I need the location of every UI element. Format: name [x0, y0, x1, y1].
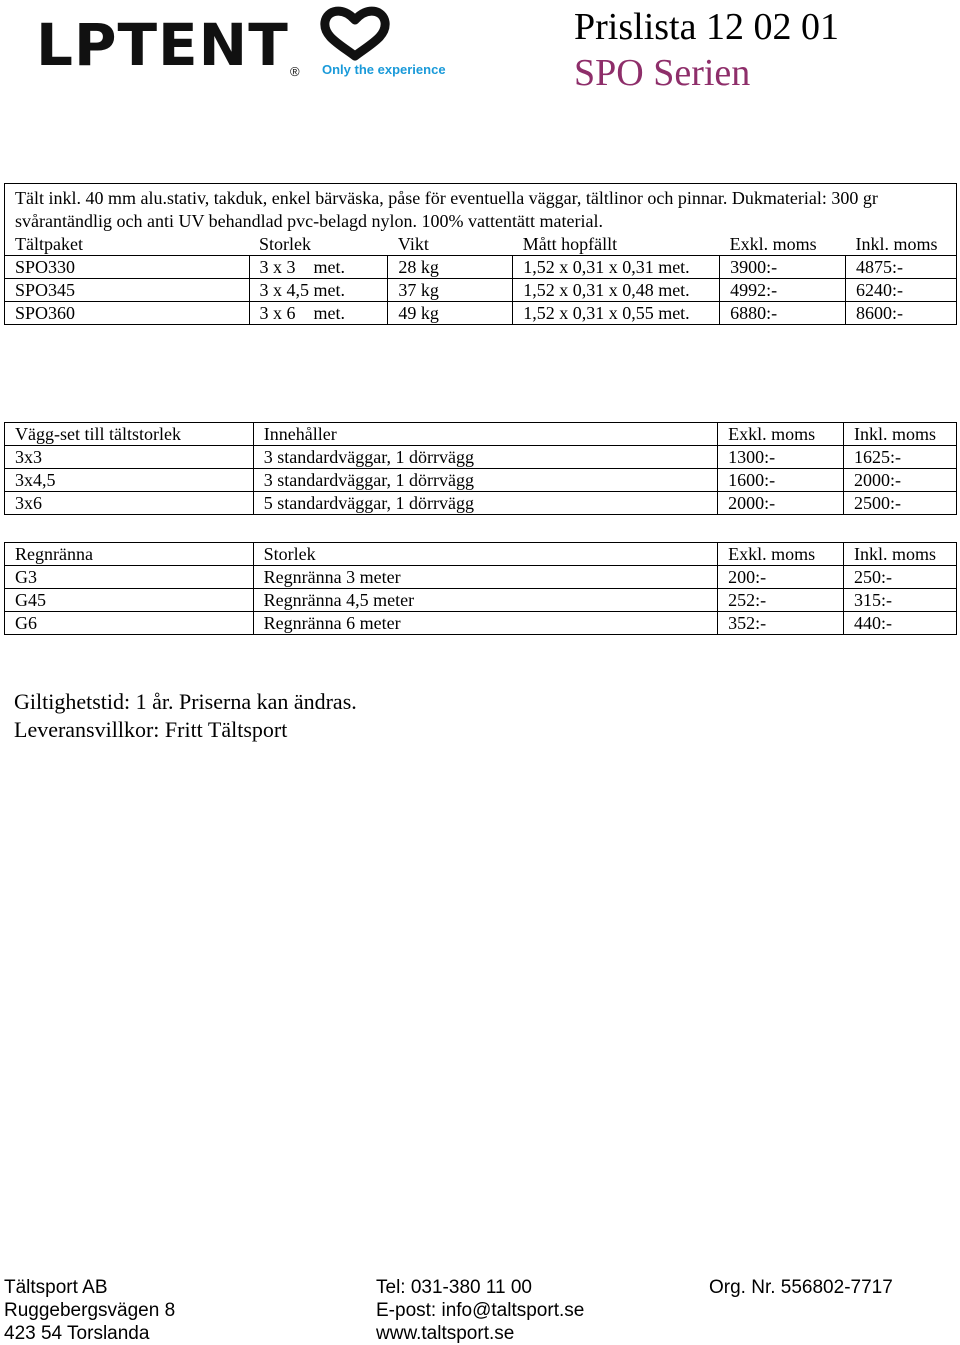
logo-wordmark-part2: TENT — [117, 11, 289, 79]
column-header: Inkl. moms — [846, 233, 957, 256]
company-name: Tältsport AB — [4, 1277, 108, 1298]
table-cell: G45 — [5, 589, 254, 612]
table-header-row — [5, 233, 957, 256]
table-cell: 4992:- — [720, 279, 846, 302]
table-cell: 2500:- — [844, 492, 957, 515]
table-cell: 2000:- — [844, 469, 957, 492]
column-header: Exkl. moms — [718, 543, 844, 566]
table-row — [5, 612, 957, 635]
table-cell: SPO345 — [5, 279, 250, 302]
table-cell: 4875:- — [846, 256, 957, 279]
table-cell: 1625:- — [844, 446, 957, 469]
table-cell: 49 kg — [388, 302, 513, 325]
table-cell: 250:- — [844, 566, 957, 589]
table-cell: 1600:- — [718, 469, 844, 492]
footer-contact — [376, 1276, 584, 1345]
table-row — [5, 279, 957, 302]
column-header: Regnränna — [5, 543, 254, 566]
table-cell: 200:- — [718, 566, 844, 589]
table-cell: 8600:- — [846, 302, 957, 325]
table-row — [5, 492, 957, 515]
table-row — [5, 566, 957, 589]
logo-tagline: Only the experience — [322, 62, 446, 77]
table-cell: 252:- — [718, 589, 844, 612]
terms-block — [14, 688, 357, 744]
column-header: Storlek — [253, 543, 717, 566]
registered-mark: ® — [290, 64, 300, 79]
table-row — [5, 589, 957, 612]
table-cell: 2000:- — [718, 492, 844, 515]
table-header-row — [5, 543, 957, 566]
logo-wordmark — [36, 11, 289, 79]
table-cell: 315:- — [844, 589, 957, 612]
city-address: 423 54 Torslanda — [4, 1323, 150, 1344]
column-header: Vikt — [397, 234, 429, 254]
footer-address — [4, 1276, 175, 1345]
phone-number: Tel: 031-380 11 00 — [376, 1277, 532, 1298]
table-row — [5, 469, 957, 492]
table-cell: G6 — [5, 612, 254, 635]
column-header: Inkl. moms — [844, 423, 957, 446]
table-cell: 3 x 3 met. — [249, 256, 388, 279]
table-row — [5, 446, 957, 469]
column-header: Innehåller — [253, 423, 717, 446]
page-title: Prislista 12 02 01 — [574, 6, 839, 48]
footer-org — [709, 1276, 893, 1299]
wall-set-price-table — [4, 422, 957, 515]
table-cell: G3 — [5, 566, 254, 589]
table-cell: 352:- — [718, 612, 844, 635]
table-cell: 37 kg — [388, 279, 513, 302]
tent-price-table — [4, 183, 957, 325]
table-cell: 3x6 — [5, 492, 254, 515]
table-cell: 1,52 x 0,31 x 0,48 met. — [513, 279, 720, 302]
logo-wordmark-part1: LP — [36, 11, 118, 79]
delivery-terms-text: Leveransvillkor: Fritt Tältsport — [14, 717, 288, 742]
email-address[interactable]: E-post: info@taltsport.se — [376, 1300, 585, 1321]
column-header: Tältpaket — [5, 233, 250, 256]
table-cell: 6240:- — [846, 279, 957, 302]
table-header-row — [5, 423, 957, 446]
company-logo — [36, 6, 456, 84]
table-cell: 3 standardväggar, 1 dörrvägg — [253, 446, 717, 469]
table-row — [5, 302, 957, 325]
column-header: Mått hopfällt — [522, 234, 618, 254]
website-link[interactable]: www.taltsport.se — [376, 1323, 515, 1344]
table-cell: Regnränna 3 meter — [253, 566, 717, 589]
table-cell: 3900:- — [720, 256, 846, 279]
column-header: Vägg-set till tältstorlek — [5, 423, 254, 446]
table-cell: 3x3 — [5, 446, 254, 469]
table-cell: 3 x 4,5 met. — [249, 279, 388, 302]
tent-description: Tält inkl. 40 mm alu.stativ, takduk, enkel bärväska, påse för eventuella väggar, tältlinor och pinnar. Dukmaterial: 300 gr svårantändlig och anti UV behandlad pvc-belagd nylon. 100% vattentätt material. — [5, 184, 957, 234]
table-cell: 6880:- — [720, 302, 846, 325]
table-cell: 1,52 x 0,31 x 0,55 met. — [513, 302, 720, 325]
table-cell: 1300:- — [718, 446, 844, 469]
table-cell: SPO360 — [5, 302, 250, 325]
street-address: Ruggebergsvägen 8 — [4, 1300, 176, 1321]
table-cell: 3x4,5 — [5, 469, 254, 492]
validity-text: Giltighetstid: 1 år. Priserna kan ändras. — [14, 689, 357, 714]
table-cell: 3 x 6 met. — [249, 302, 388, 325]
table-cell: 3 standardväggar, 1 dörrvägg — [253, 469, 717, 492]
column-header: Inkl. moms — [844, 543, 957, 566]
column-header: Exkl. moms — [729, 234, 817, 254]
table-cell: 5 standardväggar, 1 dörrvägg — [253, 492, 717, 515]
table-cell: 1,52 x 0,31 x 0,31 met. — [513, 256, 720, 279]
gutter-price-table — [4, 542, 957, 635]
table-cell: Regnränna 6 meter — [253, 612, 717, 635]
org-number: Org. Nr. 556802-7717 — [709, 1277, 893, 1298]
table-cell: SPO330 — [5, 256, 250, 279]
table-row — [5, 256, 957, 279]
table-cell: 28 kg — [388, 256, 513, 279]
column-header: Exkl. moms — [718, 423, 844, 446]
column-header: Storlek — [259, 234, 312, 254]
table-cell: 440:- — [844, 612, 957, 635]
table-cell: Regnränna 4,5 meter — [253, 589, 717, 612]
page-subtitle: SPO Serien — [574, 52, 751, 94]
heart-outline-icon — [319, 6, 391, 62]
